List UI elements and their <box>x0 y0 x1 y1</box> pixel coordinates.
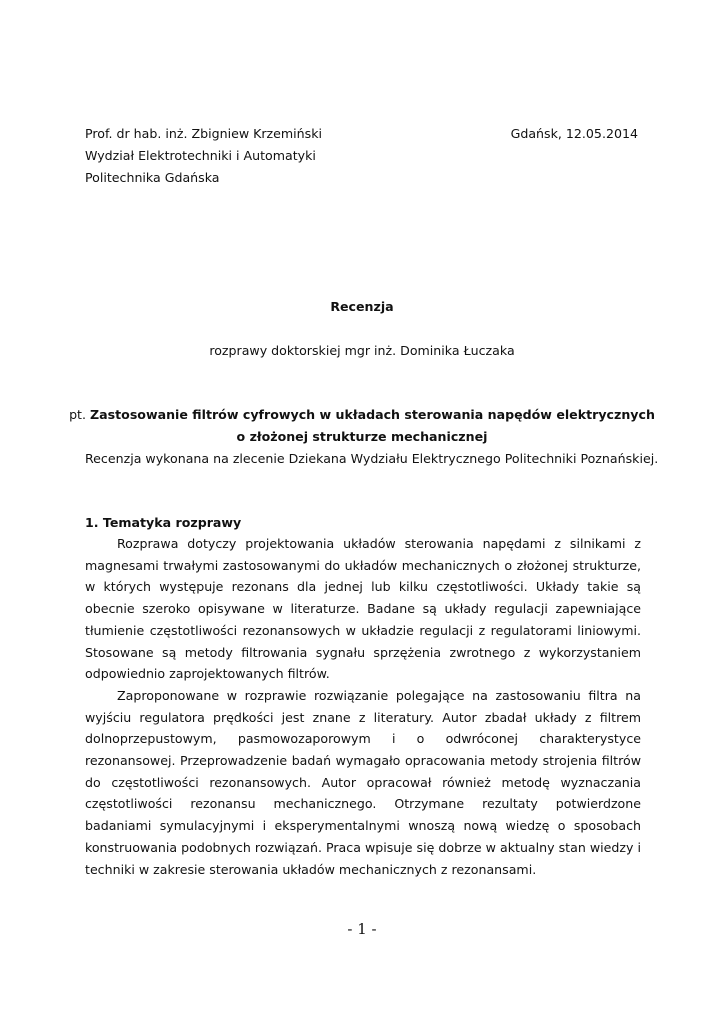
review-heading: Recenzja <box>330 299 394 314</box>
review-subtitle: rozprawy doktorskiej mgr inż. Dominika Łuczaka <box>209 343 515 358</box>
department-line: Wydział Elektrotechniki i Automatyki <box>85 148 316 163</box>
thesis-title-line1 <box>0 407 724 422</box>
paragraph-1: Rozprawa dotyczy projektowania układów sterowania napędami z silnikami z magnesami trwałymi zastosowanymi do układów mechanicznych o złożonej strukturze, w których występuje rezonans dla jednej lub kilku częstotliwości. Układy takie są obecnie szeroko opisywane w literaturze. Badane są układy regulacji zapewniające tłumienie częstotliwości rezonansowych w układzie regulacji z regulatorami liniowymi. Stosowane są metody filtrowania sygnału sprzężenia zwrotnego z wykorzystaniem odpowiednio zaprojektowanych filtrów. <box>85 536 641 682</box>
section-body <box>85 533 641 880</box>
thesis-title-text: Zastosowanie filtrów cyfrowych w układach sterowania napędów elektrycznych <box>90 407 655 422</box>
section-heading: 1. Tematyka rozprawy <box>85 515 242 530</box>
page-number: - 1 - <box>347 920 377 938</box>
place-date: Gdańsk, 12.05.2014 <box>510 126 638 141</box>
commission-line: Recenzja wykonana na zlecenie Dziekana Wydziału Elektrycznego Politechniki Poznańskiej. <box>85 451 659 466</box>
author-line: Prof. dr hab. inż. Zbigniew Krzemiński <box>85 126 323 141</box>
thesis-title-line2: o złożonej strukturze mechanicznej <box>236 429 488 444</box>
paragraph-2: Zaproponowane w rozprawie rozwiązanie polegające na zastosowaniu filtra na wyjściu regulatora prędkości jest znane z literatury. Autor zbadał układy z filtrem dolnoprzepustowym, pasmowozaporowym i o odwróconej charakterystyce rezonansowej. Przeprowadzenie badań wymagało opracowania metody strojenia filtrów do częstotliwości rezonansowych. Autor opracował również metodę wyznaczania częstotliwości rezonansu mechanicznego. Otrzymane rezultaty potwierdzone badaniami symulacyjnymi i eksperymentalnymi wnoszą nową wiedzę o sposobach konstruowania podobnych rozwiązań. Praca wpisuje się dobrze w aktualny stan wiedzy i techniki w zakresie sterowania układów mechanicznych z rezonansami. <box>85 687 641 877</box>
university-line: Politechnika Gdańska <box>85 170 220 185</box>
thesis-prefix: pt. <box>69 407 91 422</box>
